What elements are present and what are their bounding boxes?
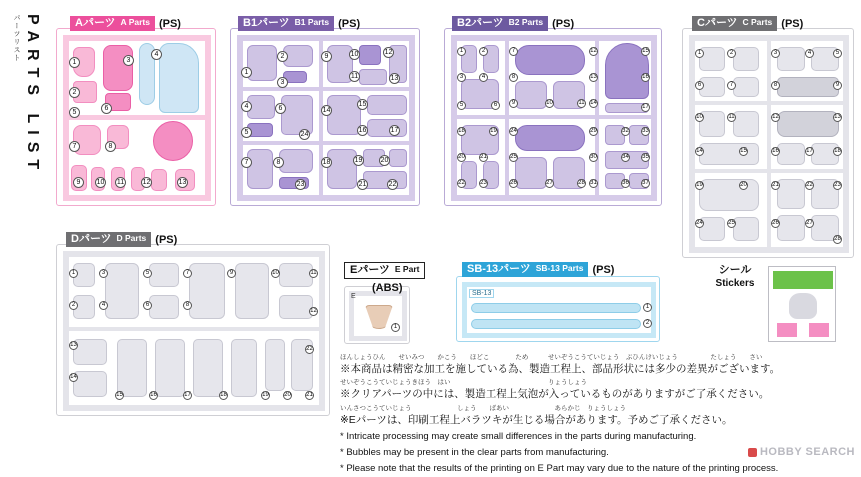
part-number: 24 <box>300 131 309 138</box>
panel-title-sb13 <box>462 262 614 277</box>
note-en-2: * Bubbles may be present in the clear parts from manufacturing. <box>340 447 609 459</box>
part-number: 12 <box>590 48 597 54</box>
panel-tag-sb13-jp: SB-13パーツ <box>467 263 531 275</box>
panel-material-d: (PS) <box>155 233 178 246</box>
panel-tag-b2-jp: B2パーツ <box>457 17 504 29</box>
note-jp-2: ※クリアパーツの中には、製造工程上気泡が入っているものがありますがご了承ください。 <box>340 388 770 401</box>
part-number: 15 <box>642 48 649 54</box>
side-label-en: PARTS LIST <box>24 14 41 177</box>
panel-tag-b1 <box>238 16 334 31</box>
panel-tag-b1-jp: B1パーツ <box>243 17 290 29</box>
part-number: 14 <box>70 374 77 380</box>
part-number: 1 <box>69 269 78 278</box>
panel-material-e: (ABS) <box>372 282 403 294</box>
side-label <box>4 14 48 214</box>
part-number: 20 <box>740 182 747 188</box>
part-number: 10 <box>696 114 703 120</box>
runner-e <box>344 286 410 344</box>
part-number: 13 <box>834 114 841 120</box>
part-number: 4 <box>479 73 488 82</box>
part-number: 13 <box>178 179 187 186</box>
panel-title-b1 <box>238 16 360 31</box>
part-number: 14 <box>696 148 703 154</box>
part-number: 15 <box>740 148 747 154</box>
part-number: 18 <box>220 392 227 398</box>
part-number: 1 <box>457 47 466 56</box>
part-number: 5 <box>241 127 252 138</box>
panel-tag-d <box>66 232 151 247</box>
note-en-1: * Intricate processing may create small differences in the parts during manufacturing. <box>340 430 697 442</box>
part-number: 17 <box>642 104 649 110</box>
part-number: 14 <box>322 107 331 114</box>
part-number: 27 <box>546 180 553 186</box>
part-number: 18 <box>322 159 331 166</box>
part-number: 8 <box>509 73 518 82</box>
part-number: 25 <box>728 220 735 226</box>
part-number: 2 <box>479 47 488 56</box>
part-number: 23 <box>834 182 841 188</box>
part-number: 16 <box>150 392 157 398</box>
part-number: 18 <box>458 128 465 134</box>
panel-tag-d-jp: Dパーツ <box>71 233 112 245</box>
part-number: 21 <box>306 392 313 398</box>
part-number: 22 <box>306 346 313 352</box>
part-number: 23 <box>296 181 305 188</box>
panel-material-b2: (PS) <box>552 17 575 30</box>
part-number: 7 <box>241 157 252 168</box>
part-number: 19 <box>696 182 703 188</box>
part-number: 1 <box>241 67 252 78</box>
part-number: 7 <box>69 141 80 152</box>
part-number: 6 <box>275 103 286 114</box>
part-number: 8 <box>771 81 780 90</box>
panel-tag-sb13 <box>462 262 588 277</box>
part-number: 8 <box>105 141 116 152</box>
part-number: 3 <box>277 77 288 88</box>
part-number: 6 <box>491 101 500 110</box>
part-number: 11 <box>350 73 359 80</box>
part-number: 9 <box>73 177 84 188</box>
note-jp-3: ※Eパーツは、印刷工程上バラツキが生じる場合があります。予めご了承ください。 <box>340 413 733 426</box>
part-number: 3 <box>457 73 466 82</box>
panel-tag-b1-en: B1 Parts <box>294 17 330 28</box>
part-number: 1 <box>391 323 400 332</box>
part-number: 25 <box>510 154 517 160</box>
part-number: 18 <box>834 148 841 154</box>
part-number: 22 <box>388 181 397 188</box>
part-number: 5 <box>143 269 152 278</box>
watermark-text: HOBBY SEARCH <box>759 446 855 458</box>
part-number: 9 <box>321 51 332 62</box>
part-number: 10 <box>546 100 553 106</box>
panel-title-a <box>70 16 181 31</box>
part-number: 10 <box>96 179 105 186</box>
part-number: 35 <box>642 154 649 160</box>
part-number: 17 <box>184 392 191 398</box>
part-number: 16 <box>772 148 779 154</box>
part-number: 8 <box>273 157 284 168</box>
panel-tag-e <box>344 262 425 279</box>
panel-tag-b2-en: B2 Parts <box>508 17 544 28</box>
part-number: 31 <box>590 180 597 186</box>
part-number: 20 <box>458 154 465 160</box>
part-number: 19 <box>354 157 363 164</box>
panel-tag-a-en: A Parts <box>120 17 150 28</box>
note-ruby-3: いんさつこうていじょう しょう ばあい あらかじ りょうしょう <box>340 404 626 412</box>
part-number: 10 <box>272 270 279 276</box>
part-number: 4 <box>805 49 814 58</box>
part-number: 30 <box>590 154 597 160</box>
note-en-3: * Please note that the results of the printing on E Part may vary due to the nature of the printing process. <box>340 463 779 475</box>
part-number: 3 <box>99 269 108 278</box>
panel-material-a: (PS) <box>158 17 181 30</box>
part-number: 22 <box>458 180 465 186</box>
part-number: 5 <box>833 49 842 58</box>
part-number: 21 <box>772 182 779 188</box>
part-number: 11 <box>310 270 317 276</box>
panel-title-d <box>66 232 177 247</box>
part-number: 11 <box>728 114 735 120</box>
part-number: 3 <box>123 55 134 66</box>
part-number: 12 <box>142 179 151 186</box>
part-number: 22 <box>806 182 813 188</box>
panel-material-sb13: (PS) <box>592 263 615 276</box>
part-number: 13 <box>390 75 399 82</box>
part-number: 4 <box>151 49 162 60</box>
note-jp-1: ※本商品は精密な加工を施している為、製造工程上、部品形状には多少の差異がございます。 <box>340 363 781 375</box>
part-number: 23 <box>480 180 487 186</box>
stickers-title-jp: シール <box>718 264 752 276</box>
part-number: 19 <box>262 392 269 398</box>
part-number: 6 <box>695 81 704 90</box>
runner-b1 <box>230 28 420 206</box>
panel-title-e <box>344 262 425 279</box>
runner-label-e: E <box>351 293 356 300</box>
stickers-title-en: Stickers <box>715 277 755 289</box>
part-number: 9 <box>227 269 236 278</box>
part-number: 7 <box>183 269 192 278</box>
runner-sb13 <box>456 276 660 342</box>
part-number: 27 <box>806 220 813 226</box>
part-number: 13 <box>590 74 597 80</box>
part-number: 4 <box>241 101 252 112</box>
panel-tag-a <box>70 16 155 31</box>
part-number: 5 <box>69 107 80 118</box>
part-number: 29 <box>590 128 597 134</box>
runner-a <box>56 28 216 206</box>
part-number: 1 <box>643 303 652 312</box>
part-number: 1 <box>69 57 80 68</box>
part-number: 15 <box>116 392 123 398</box>
stickers-title <box>700 264 770 290</box>
part-number: 12 <box>772 114 779 120</box>
part-number: 28 <box>834 236 841 242</box>
part-number: 2 <box>69 301 78 310</box>
part-number: 2 <box>727 49 736 58</box>
part-number: 2 <box>643 319 652 328</box>
note-ruby-1: ほんしょうひん せいみつ かこう ほどこ ため せいぞうこうていじょう ぶひんけいじょう たしょう さい <box>340 354 763 361</box>
part-number: 26 <box>510 180 517 186</box>
part-number: 19 <box>490 128 497 134</box>
runner-d <box>56 244 330 416</box>
part-number: 8 <box>183 301 192 310</box>
part-number: 26 <box>772 220 779 226</box>
part-number: 20 <box>380 157 389 164</box>
part-number: 37 <box>642 180 649 186</box>
part-number: 33 <box>642 128 649 134</box>
note-ruby-2: せいぞうこうていじょうきほう はい りょうしょう <box>340 379 587 387</box>
part-number: 28 <box>578 180 585 186</box>
part-number: 20 <box>284 392 291 398</box>
part-number: 2 <box>277 51 288 62</box>
panel-tag-a-jp: Aパーツ <box>75 17 116 29</box>
part-number: 2 <box>69 87 80 98</box>
part-number: 3 <box>771 49 780 58</box>
part-number: 34 <box>622 154 629 160</box>
part-number: 6 <box>101 103 112 114</box>
part-number: 1 <box>695 49 704 58</box>
panel-tag-c-jp: Cパーツ <box>697 17 738 29</box>
panel-tag-b2 <box>452 16 548 31</box>
part-number: 15 <box>358 101 367 108</box>
runner-c <box>682 28 854 258</box>
part-number: 7 <box>727 81 736 90</box>
part-number: 14 <box>590 100 597 106</box>
part-number: 17 <box>390 127 399 134</box>
panel-material-c: (PS) <box>781 17 804 30</box>
panel-material-b1: (PS) <box>338 17 361 30</box>
panel-tag-c <box>692 16 777 31</box>
part-number: 21 <box>358 181 367 188</box>
part-number: 9 <box>833 81 842 90</box>
panel-material-e-wrap <box>372 282 403 294</box>
panel-title-b2 <box>452 16 574 31</box>
part-number: 4 <box>99 301 108 310</box>
watermark <box>748 446 855 458</box>
part-number: 16 <box>358 127 367 134</box>
part-number: 13 <box>70 342 77 348</box>
part-number: 9 <box>509 99 518 108</box>
panel-tag-e-en: E Part <box>394 264 420 275</box>
part-number: 12 <box>310 308 317 314</box>
part-number: 12 <box>384 49 393 56</box>
panel-title-c <box>692 16 803 31</box>
panel-tag-e-jp: Eパーツ <box>350 264 390 276</box>
part-number: 21 <box>480 154 487 160</box>
panel-tag-d-en: D Parts <box>116 233 147 244</box>
part-number: 16 <box>642 74 649 80</box>
sticker-sheet <box>768 266 836 342</box>
part-number: 11 <box>578 100 585 106</box>
part-number: 11 <box>116 179 125 186</box>
panel-tag-c-en: C Parts <box>742 17 773 28</box>
part-number: 24 <box>696 220 703 226</box>
side-label-jp: パーツリスト <box>13 14 20 62</box>
runner-b2 <box>444 28 662 206</box>
watermark-icon <box>748 448 757 457</box>
part-number: 17 <box>806 148 813 154</box>
part-number: 7 <box>509 47 518 56</box>
part-number: 6 <box>143 301 152 310</box>
panel-tag-sb13-en: SB-13 Parts <box>535 263 584 274</box>
runner-label-sb13: SB-13 <box>469 289 494 298</box>
part-number: 32 <box>622 128 629 134</box>
part-number: 24 <box>510 128 517 134</box>
part-number: 10 <box>350 51 359 58</box>
part-number: 36 <box>622 180 629 186</box>
part-number: 5 <box>457 101 466 110</box>
